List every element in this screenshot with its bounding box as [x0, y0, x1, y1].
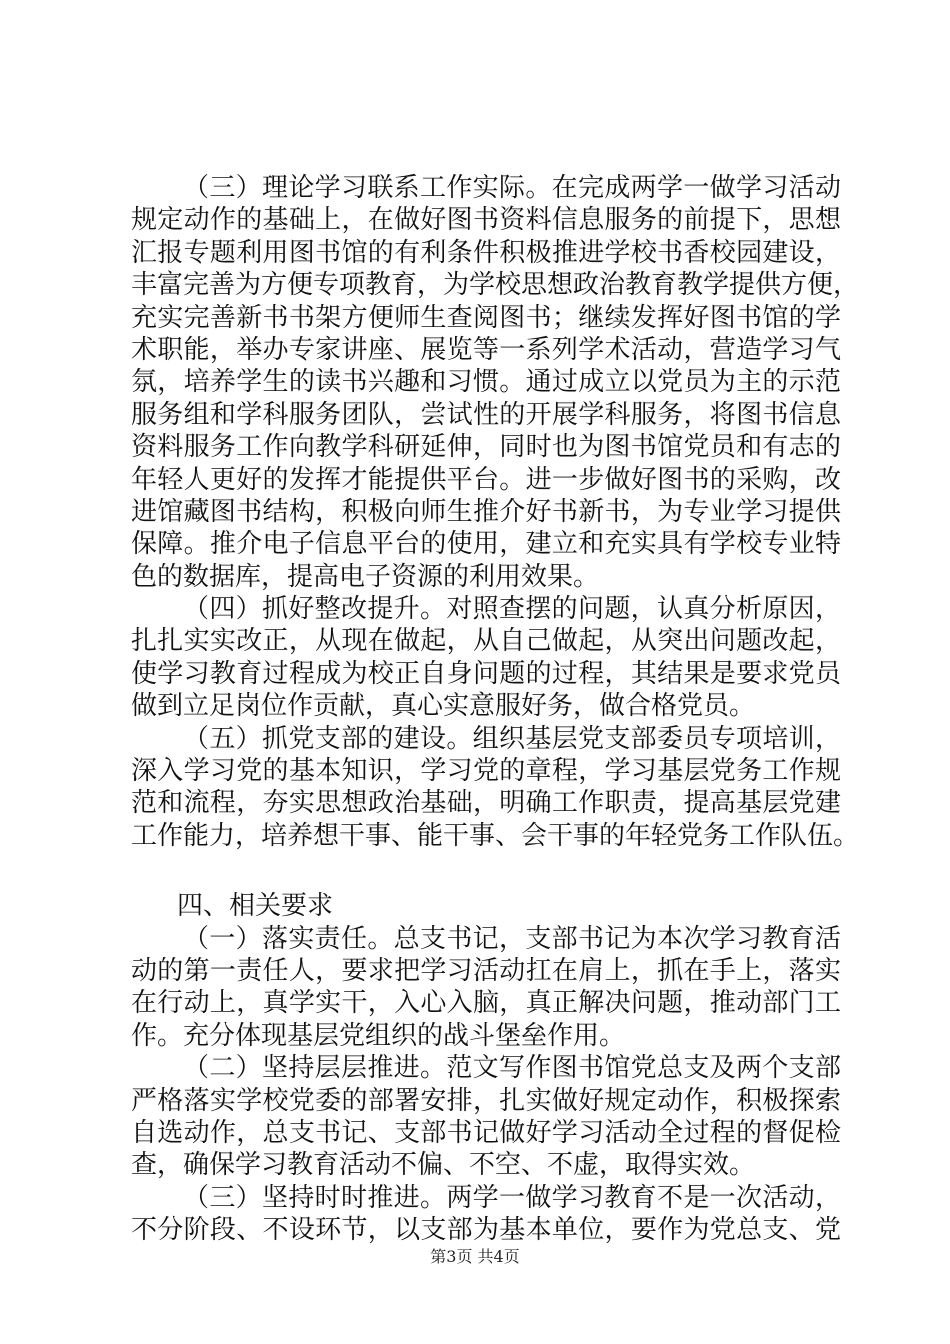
text-line: 使学习教育过程成为校正自身问题的过程，其结果是要求党员	[131, 658, 841, 689]
text-line: 查，确保学习教育活动不偏、不空、不虚，取得实效。	[131, 1150, 756, 1181]
text-line: 资料服务工作向教学科研延伸，同时也为图书馆党员和有志的	[131, 432, 841, 463]
paragraph-responsibility	[131, 923, 841, 1053]
text-line: 规定动作的基础上，在做好图书资料信息服务的前提下，思想	[131, 205, 841, 236]
text-line: （四）抓好整改提升。对照查摆的问题，认真分析原因，	[183, 594, 841, 625]
paragraph-rectification	[131, 593, 841, 723]
text-line: 汇报专题利用图书馆的有利条件积极推进学校书香校园建设，	[131, 237, 841, 268]
text-line: 深入学习党的基本知识，学习党的章程，学习基层党务工作规	[131, 756, 841, 787]
page-number-footer: 第3页 共4页	[430, 1247, 520, 1266]
document-body	[131, 172, 860, 1247]
text-line: 色的数据库，提高电子资源的利用效果。	[131, 561, 600, 592]
text-line: 不分阶段、不设环节，以支部为基本单位，要作为党总支、党	[131, 1215, 841, 1246]
text-line: 年轻人更好的发挥才能提供平台。进一步做好图书的采购，改	[131, 464, 841, 495]
paragraph-spacer	[131, 852, 841, 890]
text-line: 做到立足岗位作贡献，真心实意服好务，做合格党员。	[131, 691, 756, 722]
text-line: （五）抓党支部的建设。组织基层党支部委员专项培训，	[183, 723, 841, 754]
text-line: 丰富完善为方便专项教育，为学校思想政治教育教学提供方便，	[131, 270, 860, 301]
section-heading: 四、相关要求	[177, 891, 334, 922]
text-line: （二）坚持层层推进。范文写作图书馆党总支及两个支部	[183, 1053, 841, 1084]
text-line: 保障。推介电子信息平台的使用，建立和充实具有学校专业特	[131, 529, 841, 560]
text-line: （一）落实责任。总支书记，支部书记为本次学习教育活	[183, 923, 841, 954]
paragraph-branch-building	[131, 723, 860, 853]
paragraph-layered-progress	[131, 1052, 841, 1182]
text-line: 术职能，举办专家讲座、展览等一系列学术活动，营造学习气	[131, 334, 841, 365]
text-line: 扎扎实实改正，从现在做起，从自己做起，从突出问题改起，	[131, 626, 841, 657]
paragraph-theory-study	[131, 172, 860, 593]
text-line: 服务组和学科服务团队，尝试性的开展学科服务，将图书信息	[131, 399, 841, 430]
paragraph-continuous-progress	[131, 1182, 841, 1247]
text-line: 在行动上，真学实干，入心入脑，真正解决问题，推动部门工	[131, 988, 841, 1019]
text-line: 严格落实学校党委的部署安排，扎实做好规定动作，积极探索	[131, 1085, 841, 1116]
text-line: 自选动作，总支书记、支部书记做好学习活动全过程的督促检	[131, 1117, 841, 1148]
text-line: 充实完善新书书架方便师生查阅图书；继续发挥好图书馆的学	[131, 302, 841, 333]
text-line: 氛，培养学生的读书兴趣和习惯。通过成立以党员为主的示范	[131, 367, 841, 398]
text-line: 作。充分体现基层党组织的战斗堡垒作用。	[131, 1020, 626, 1051]
text-line: 工作能力，培养想干事、能干事、会干事的年轻党务工作队伍。	[131, 820, 860, 851]
text-line: 范和流程，夯实思想政治基础，明确工作职责，提高基层党建	[131, 788, 841, 819]
text-line: （三）理论学习联系工作实际。在完成两学一做学习活动	[183, 173, 841, 203]
text-line: 动的第一责任人，要求把学习活动扛在肩上，抓在手上，落实	[131, 955, 841, 986]
text-line: 进馆藏图书结构，积极向师生推介好书新书，为专业学习提供	[131, 496, 841, 527]
text-line: （三）坚持时时推进。两学一做学习教育不是一次活动，	[183, 1182, 841, 1213]
